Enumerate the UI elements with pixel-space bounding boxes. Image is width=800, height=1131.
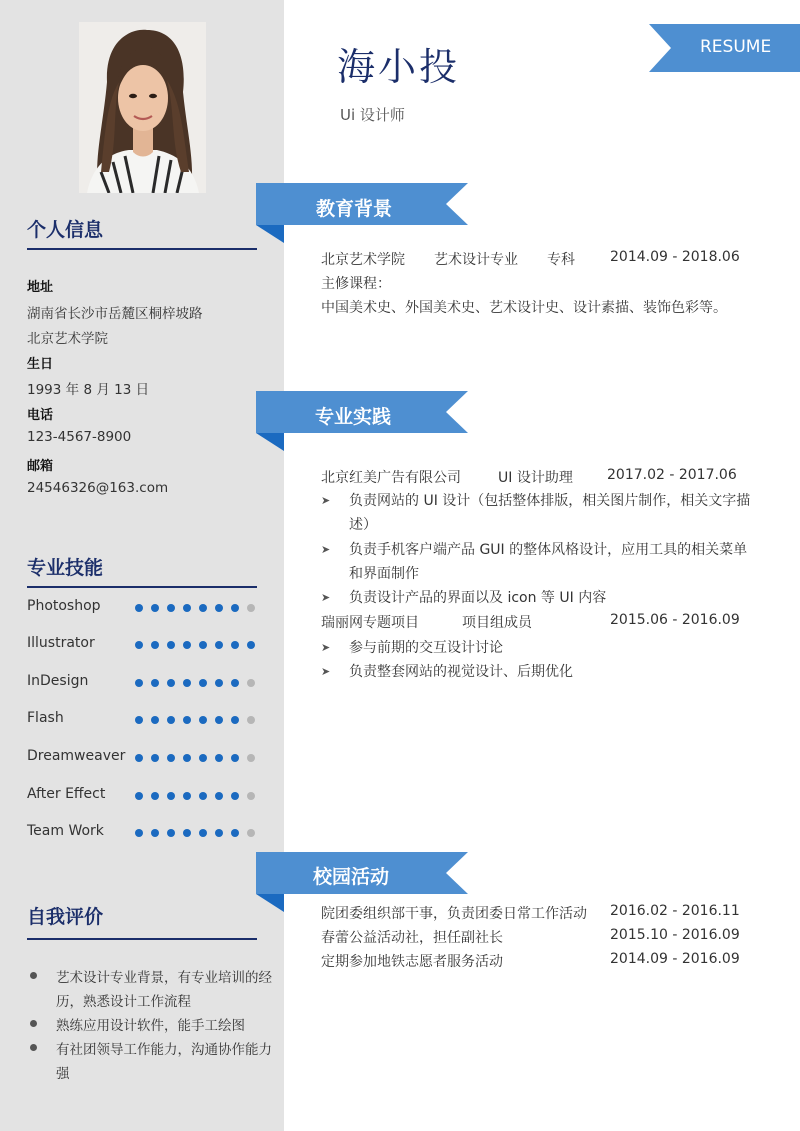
skill-name: Flash: [27, 710, 64, 726]
profile-photo: [79, 22, 206, 193]
skill-name: After Effect: [27, 786, 106, 802]
skill-name: Photoshop: [27, 598, 101, 614]
skill-dot-empty: [247, 792, 255, 800]
job-bullet: 负责网站的 UI 设计（包括整体排版，相关图片制作，相关文字描述）: [349, 493, 751, 533]
candidate-name: 海小投: [337, 45, 461, 89]
address-label: 地址: [27, 280, 54, 295]
skill-dot-filled: [151, 716, 159, 724]
job-bullet: 负责手机客户端产品 GUI 的整体风格设计，应用工具的相关菜单和界面制作: [349, 542, 748, 582]
skill-dot-filled: [151, 641, 159, 649]
skill-dot-filled: [183, 679, 191, 687]
skill-dot-filled: [135, 792, 143, 800]
education-school: 北京艺术学院: [321, 252, 405, 268]
skill-dot-filled: [199, 679, 207, 687]
bullet-dot-icon: [30, 1020, 37, 1027]
job-company: 瑞丽网专题项目: [321, 615, 419, 631]
experience-title: 专业实践: [315, 406, 392, 428]
skill-name: Dreamweaver: [27, 748, 126, 764]
education-degree: 专科: [547, 252, 575, 268]
skill-dot-empty: [247, 829, 255, 837]
skill-dot-filled: [135, 641, 143, 649]
campus-activity: 定期参加地铁志愿者服务活动: [321, 954, 503, 970]
skill-dot-filled: [151, 754, 159, 762]
skill-dot-filled: [183, 604, 191, 612]
skill-dot-filled: [199, 754, 207, 762]
skill-dot-filled: [199, 641, 207, 649]
email-value: 24546326@163.com: [27, 480, 169, 496]
job-position: UI 设计助理: [498, 470, 573, 486]
skill-dot-filled: [167, 679, 175, 687]
skill-dot-filled: [167, 716, 175, 724]
skill-dot-empty: [247, 754, 255, 762]
skill-dot-filled: [199, 604, 207, 612]
skill-row-indesign: [27, 673, 259, 693]
education-major: 艺术设计专业: [434, 252, 518, 268]
skill-dot-filled: [231, 716, 239, 724]
skill-dot-filled: [167, 829, 175, 837]
campus-activity: 院团委组织部干事，负责团委日常工作活动: [321, 906, 587, 922]
skill-dot-filled: [151, 792, 159, 800]
skill-dot-filled: [183, 792, 191, 800]
skill-dot-filled: [231, 679, 239, 687]
arrow-bullet-icon: ➤: [321, 543, 331, 556]
skill-dot-filled: [231, 754, 239, 762]
job-bullet: 负责整套网站的视觉设计、后期优化: [349, 664, 573, 680]
skill-name: Team Work: [27, 823, 104, 839]
education-title: 教育背景: [316, 198, 393, 220]
skill-dot-filled: [135, 754, 143, 762]
skill-dot-empty: [247, 679, 255, 687]
skills-title: 专业技能: [27, 557, 104, 579]
skill-dot-filled: [199, 792, 207, 800]
address-line-2: 北京艺术学院: [27, 331, 108, 347]
skill-name: Illustrator: [27, 635, 95, 651]
bullet-dot-icon: [30, 1044, 37, 1051]
arrow-bullet-icon: ➤: [321, 591, 331, 604]
skill-dot-filled: [151, 679, 159, 687]
skill-dot-empty: [247, 716, 255, 724]
arrow-bullet-icon: ➤: [321, 665, 331, 678]
campus-period: 2014.09 - 2016.09: [610, 951, 740, 967]
phone-label: 电话: [27, 408, 54, 423]
campus-period: 2016.02 - 2016.11: [610, 903, 740, 919]
email-label: 邮箱: [27, 459, 54, 474]
self-eval-text: 有社团领导工作能力，沟通协作能力强: [56, 1042, 272, 1082]
skill-dot-filled: [215, 679, 223, 687]
skill-dot-filled: [215, 754, 223, 762]
address-line-1: 湖南省长沙市岳麓区桐梓坡路: [27, 306, 203, 322]
self-eval-title: 自我评价: [27, 906, 104, 928]
skills-rule: [27, 586, 257, 588]
skill-dot-filled: [183, 716, 191, 724]
skill-dot-filled: [183, 641, 191, 649]
birth-value: 1993 年 8 月 13 日: [27, 382, 150, 398]
skill-dot-filled: [247, 641, 255, 649]
skill-name: InDesign: [27, 673, 89, 689]
skill-dot-filled: [215, 829, 223, 837]
job-period: 2017.02 - 2017.06: [607, 467, 737, 483]
self-eval-rule: [27, 938, 257, 940]
skill-dot-filled: [167, 754, 175, 762]
phone-value: 123-4567-8900: [27, 429, 132, 445]
resume-badge-text: RESUME: [700, 37, 772, 57]
skill-dot-filled: [135, 829, 143, 837]
skill-row-illustrator: [27, 635, 259, 655]
bullet-dot-icon: [30, 972, 37, 979]
courses-label: 主修课程：: [321, 276, 391, 292]
education-period: 2014.09 - 2018.06: [610, 249, 740, 265]
skill-dot-filled: [199, 829, 207, 837]
skill-dot-filled: [231, 604, 239, 612]
candidate-role: Ui 设计师: [340, 106, 405, 124]
skill-dot-filled: [215, 604, 223, 612]
skill-dot-filled: [231, 641, 239, 649]
skill-dot-filled: [135, 604, 143, 612]
self-eval-text: 熟练应用设计软件，能手工绘图: [56, 1018, 245, 1034]
skill-row-after-effect: [27, 786, 259, 806]
job-bullet: 负责设计产品的界面以及 icon 等 UI 内容: [349, 590, 607, 606]
campus-activity: 春蕾公益活动社，担任副社长: [321, 930, 503, 946]
skill-dot-filled: [167, 792, 175, 800]
skill-dot-filled: [183, 754, 191, 762]
skill-dot-filled: [167, 641, 175, 649]
skill-dot-filled: [199, 716, 207, 724]
personal-info-title: 个人信息: [27, 219, 104, 241]
arrow-bullet-icon: ➤: [321, 494, 331, 507]
skill-dot-filled: [135, 716, 143, 724]
self-eval-text: 艺术设计专业背景，有专业培训的经历，熟悉设计工作流程: [56, 970, 272, 1010]
skill-dot-filled: [167, 604, 175, 612]
skill-row-flash: [27, 710, 259, 730]
job-company: 北京红美广告有限公司: [321, 470, 461, 486]
skill-dot-filled: [135, 679, 143, 687]
personal-info-rule: [27, 248, 257, 250]
skill-row-photoshop: [27, 598, 259, 618]
birth-label: 生日: [27, 357, 54, 372]
skill-dot-filled: [231, 792, 239, 800]
skill-dot-empty: [247, 604, 255, 612]
job-period: 2015.06 - 2016.09: [610, 612, 740, 628]
skill-dot-filled: [183, 829, 191, 837]
skill-dot-filled: [151, 604, 159, 612]
skill-dot-filled: [151, 829, 159, 837]
skill-row-dreamweaver: [27, 748, 259, 768]
skill-row-team-work: [27, 823, 259, 843]
skill-dot-filled: [231, 829, 239, 837]
skill-dot-filled: [215, 716, 223, 724]
campus-period: 2015.10 - 2016.09: [610, 927, 740, 943]
arrow-bullet-icon: ➤: [321, 641, 331, 654]
campus-title: 校园活动: [313, 866, 390, 888]
skill-dot-filled: [215, 792, 223, 800]
skill-dot-filled: [215, 641, 223, 649]
job-position: 项目组成员: [462, 615, 532, 631]
job-bullet: 参与前期的交互设计讨论: [349, 640, 503, 656]
courses-list: 中国美术史、外国美术史、艺术设计史、设计素描、装饰色彩等。: [321, 300, 727, 316]
